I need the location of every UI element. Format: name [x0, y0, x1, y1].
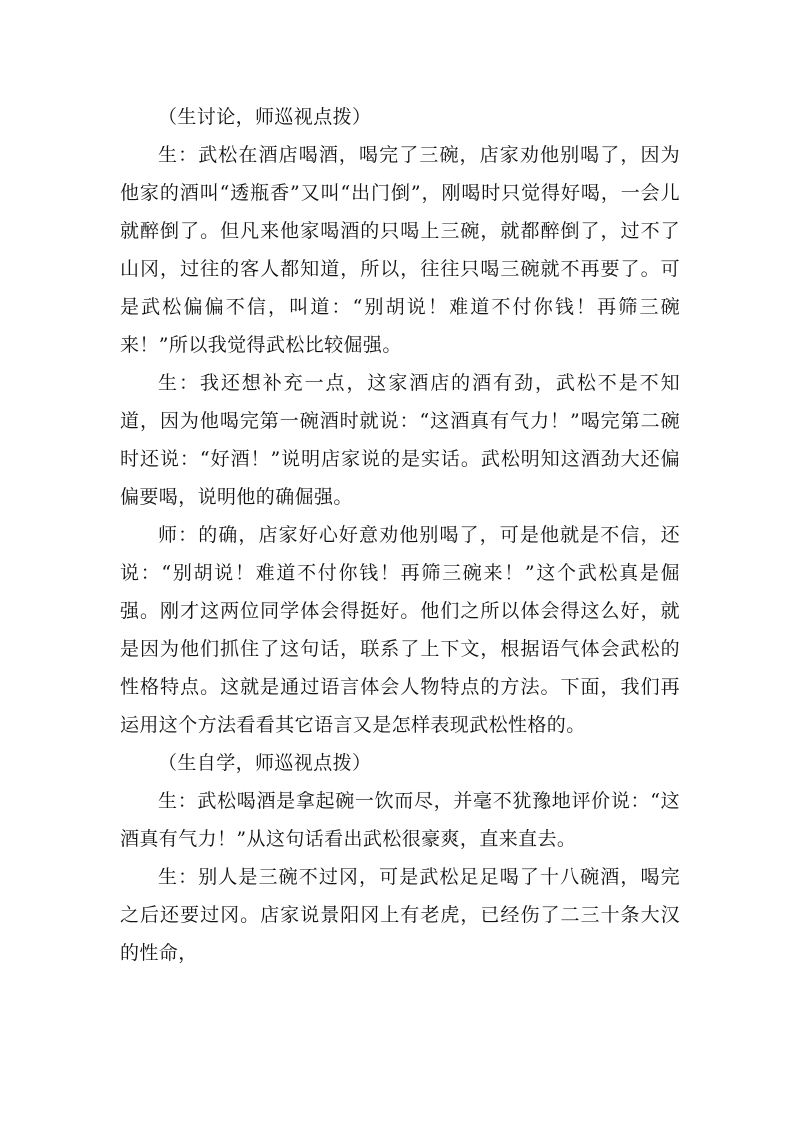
student-paragraph-3: 生：武松喝酒是拿起碗一饮而尽，并毫不犹豫地评价说：“这酒真有气力！”从这句话看出武松很豪爽，直来直去。: [120, 790, 680, 850]
teacher-paragraph: 师：的确，店家好心好意劝他别喝了，可是他就是不信，还说：“别胡说！难道不付你钱！再筛三碗来！”这个武松真是倔强。刚才这两位同学体会得挺好。他们之所以体会得这么好，就是因为他们抓住了这句话，联系了上下文，根据语气体会武松的性格特点。这就是通过语言体会人物特点的方法。下面，我们再运用这个方法看看其它语言又是怎样表现武松性格的。: [120, 524, 680, 736]
student-paragraph-2: 生：我还想补充一点，这家酒店的酒有劲，武松不是不知道，因为他喝完第一碗酒时就说：“这酒真有气力！”喝完第二碗时还说：“好酒！”说明店家说的是实话。武松明知这酒劲大还偏偏要喝，说明他的确倔强。: [120, 372, 680, 508]
stage-direction-discussion: （生讨论，师巡视点拨）: [158, 106, 372, 128]
document-body: [120, 98, 680, 972]
stage-direction-self-study: （生自学，师巡视点拨）: [158, 752, 372, 774]
student-paragraph-4: 生：别人是三碗不过冈，可是武松足足喝了十八碗酒，喝完之后还要过冈。店家说景阳冈上有老虎，已经伤了二三十条大汉的性命，: [120, 866, 680, 964]
student-paragraph-1: 生：武松在酒店喝酒，喝完了三碗，店家劝他别喝了，因为他家的酒叫“透瓶香”又叫“出门倒”，刚喝时只觉得好喝，一会儿就醉倒了。但凡来他家喝酒的只喝上三碗，就都醉倒了，过不了山冈，过往的客人都知道，所以，往往只喝三碗就不再要了。可是武松偏偏不信，叫道：“别胡说！难道不付你钱！再筛三碗来！”所以我觉得武松比较倔强。: [120, 144, 680, 356]
